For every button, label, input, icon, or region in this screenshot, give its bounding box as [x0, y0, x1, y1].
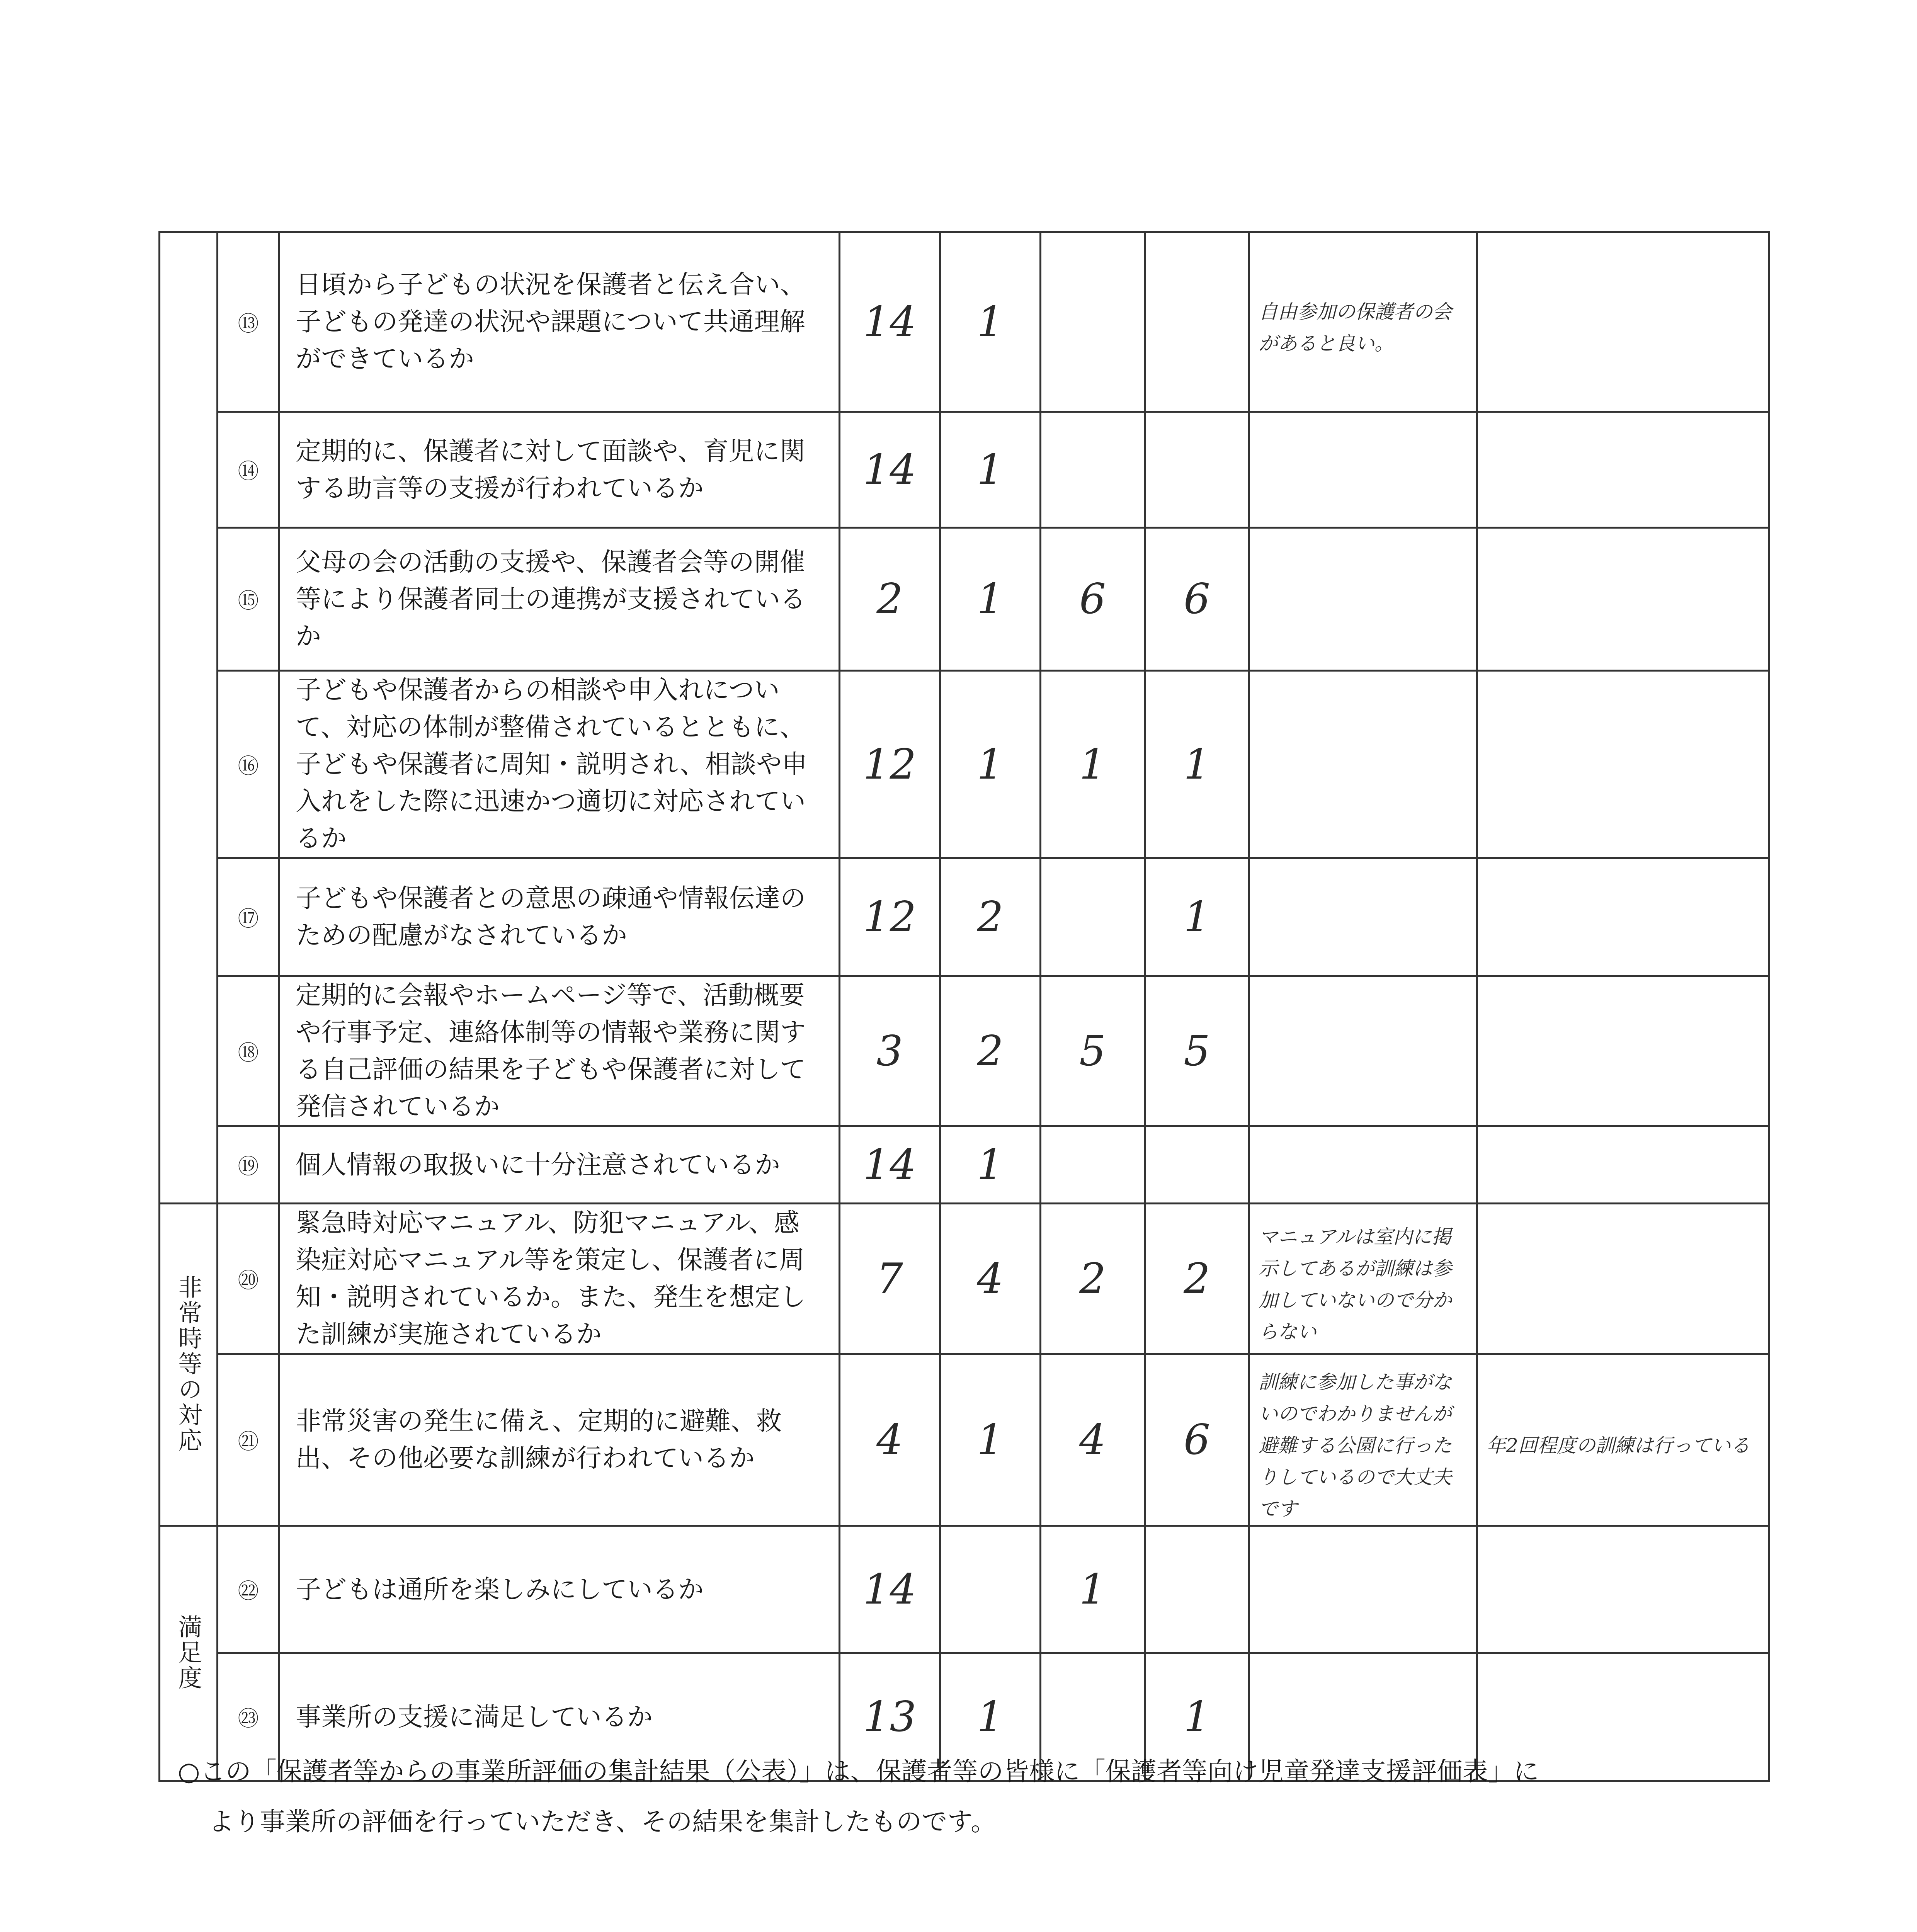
- category-cell: [160, 1204, 218, 1526]
- guardian-comment-cell: [1249, 858, 1477, 976]
- answer-count: 2: [940, 976, 1041, 1126]
- footnote-line-1: ○この「保護者等からの事業所評価の集計結果（公表）」は、保護者等の皆様に「保護者等向け児童発達支援評価表」に: [178, 1757, 1539, 1786]
- table-row: [160, 1354, 1769, 1526]
- answer-count: 14: [840, 1526, 940, 1653]
- question-number: ⑳: [218, 1204, 279, 1354]
- question-number: ㉓: [218, 1653, 279, 1781]
- question-text: 日頃から子どもの状況を保護者と伝え合い、子どもの発達の状況や課題について共通理解ができているか: [279, 232, 840, 412]
- answer-count: 13: [840, 1653, 940, 1781]
- guardian-comment-cell: [1249, 671, 1477, 858]
- table-row: [160, 412, 1769, 528]
- answer-count: 2: [840, 528, 940, 671]
- facility-response-cell: [1477, 412, 1769, 528]
- guardian-comment: 自由参加の保護者の会があると良い。: [1259, 301, 1452, 355]
- facility-response-cell: [1477, 1126, 1769, 1204]
- question-text: 子どもや保護者との意思の疎通や情報伝達のための配慮がなされているか: [279, 858, 840, 976]
- footnote: [178, 1747, 1762, 1847]
- answer-count: 12: [840, 671, 940, 858]
- answer-count: 1: [940, 1354, 1041, 1526]
- facility-response-cell: [1477, 1204, 1769, 1354]
- answer-count: [1145, 412, 1249, 528]
- answer-count: 4: [940, 1204, 1041, 1354]
- facility-response-cell: [1477, 232, 1769, 412]
- answer-count: [1041, 232, 1145, 412]
- guardian-comment: マニュアルは室内に掲示してあるが訓練は参加していないので分からない: [1259, 1226, 1452, 1343]
- category-cell: [160, 232, 218, 1204]
- table-row: [160, 528, 1769, 671]
- question-number: ⑭: [218, 412, 279, 528]
- answer-count: 5: [1041, 976, 1145, 1126]
- answer-count: 6: [1145, 1354, 1249, 1526]
- answer-count: 1: [1145, 858, 1249, 976]
- guardian-comment-cell: [1249, 1526, 1477, 1653]
- guardian-comment-cell: [1249, 1204, 1477, 1354]
- facility-response-cell: [1477, 976, 1769, 1126]
- guardian-comment-cell: [1249, 976, 1477, 1126]
- guardian-comment-cell: [1249, 232, 1477, 412]
- answer-count: 14: [840, 1126, 940, 1204]
- answer-count: 1: [940, 1126, 1041, 1204]
- answer-count: [1145, 1126, 1249, 1204]
- answer-count: 3: [840, 976, 940, 1126]
- answer-count: [1041, 412, 1145, 528]
- answer-count: [940, 1526, 1041, 1653]
- question-text: 緊急時対応マニュアル、防犯マニュアル、感染症対応マニュアル等を策定し、保護者に周知・説明されているか。また、発生を想定した訓練が実施されているか: [279, 1204, 840, 1354]
- answer-count: 12: [840, 858, 940, 976]
- question-text: 子どもは通所を楽しみにしているか: [279, 1526, 840, 1653]
- answer-count: 1: [940, 671, 1041, 858]
- answer-count: [1041, 858, 1145, 976]
- question-number: ⑬: [218, 232, 279, 412]
- answer-count: 2: [1145, 1204, 1249, 1354]
- question-text: 定期的に、保護者に対して面談や、育児に関する助言等の支援が行われているか: [279, 412, 840, 528]
- facility-response-cell: [1477, 1354, 1769, 1526]
- answer-count: 1: [940, 528, 1041, 671]
- answer-count: 14: [840, 412, 940, 528]
- answer-count: 6: [1145, 528, 1249, 671]
- answer-count: 1: [1145, 1653, 1249, 1781]
- question-text: 事業所の支援に満足しているか: [279, 1653, 840, 1781]
- table-row: [160, 1526, 1769, 1653]
- facility-response: 年2回程度の訓練は行っている: [1487, 1434, 1750, 1457]
- question-number: ⑲: [218, 1126, 279, 1204]
- answer-count: 1: [940, 1653, 1041, 1781]
- answer-count: [1145, 1526, 1249, 1653]
- evaluation-table: [158, 231, 1770, 1782]
- question-text: 非常災害の発生に備え、定期的に避難、救出、その他必要な訓練が行われているか: [279, 1354, 840, 1526]
- answer-count: 1: [940, 412, 1041, 528]
- question-number: ⑯: [218, 671, 279, 858]
- category-cell: [160, 1526, 218, 1781]
- guardian-comment-cell: [1249, 1126, 1477, 1204]
- answer-count: 14: [840, 232, 940, 412]
- guardian-comment-cell: [1249, 528, 1477, 671]
- footnote-line-2: より事業所の評価を行っていただき、その結果を集計したものです。: [209, 1807, 997, 1837]
- answer-count: 6: [1041, 528, 1145, 671]
- facility-response-cell: [1477, 858, 1769, 976]
- table-row: [160, 232, 1769, 412]
- table-row: [160, 976, 1769, 1126]
- answer-count: 1: [940, 232, 1041, 412]
- question-text: 個人情報の取扱いに十分注意されているか: [279, 1126, 840, 1204]
- question-number: ㉑: [218, 1354, 279, 1526]
- answer-count: 5: [1145, 976, 1249, 1126]
- answer-count: [1145, 232, 1249, 412]
- table-row: [160, 858, 1769, 976]
- category-label: 非常時等の対応: [174, 1274, 203, 1453]
- facility-response-cell: [1477, 528, 1769, 671]
- question-number: ⑮: [218, 528, 279, 671]
- guardian-comment-cell: [1249, 1354, 1477, 1526]
- answer-count: 2: [940, 858, 1041, 976]
- guardian-comment-cell: [1249, 412, 1477, 528]
- guardian-comment: 訓練に参加した事がないのでわかりませんが避難する公園に行ったりしているので大丈夫です: [1259, 1371, 1452, 1520]
- answer-count: 1: [1041, 671, 1145, 858]
- answer-count: 2: [1041, 1204, 1145, 1354]
- answer-count: 4: [1041, 1354, 1145, 1526]
- question-number: ㉒: [218, 1526, 279, 1653]
- question-number: ⑰: [218, 858, 279, 976]
- table-row: [160, 671, 1769, 858]
- table-row: [160, 1204, 1769, 1354]
- question-text: 子どもや保護者からの相談や申入れについて、対応の体制が整備されているとともに、子どもや保護者に周知・説明され、相談や申入れをした際に迅速かつ適切に対応されているか: [279, 671, 840, 858]
- category-label: 満足度: [174, 1614, 203, 1691]
- question-text: 定期的に会報やホームページ等で、活動概要や行事予定、連絡体制等の情報や業務に関する自己評価の結果を子どもや保護者に対して発信されているか: [279, 976, 840, 1126]
- question-number: ⑱: [218, 976, 279, 1126]
- answer-count: 1: [1145, 671, 1249, 858]
- facility-response-cell: [1477, 671, 1769, 858]
- answer-count: [1041, 1126, 1145, 1204]
- answer-count: 1: [1041, 1526, 1145, 1653]
- question-text: 父母の会の活動の支援や、保護者会等の開催等により保護者同士の連携が支援されているか: [279, 528, 840, 671]
- answer-count: 7: [840, 1204, 940, 1354]
- facility-response-cell: [1477, 1526, 1769, 1653]
- answer-count: 4: [840, 1354, 940, 1526]
- table-row: [160, 1126, 1769, 1204]
